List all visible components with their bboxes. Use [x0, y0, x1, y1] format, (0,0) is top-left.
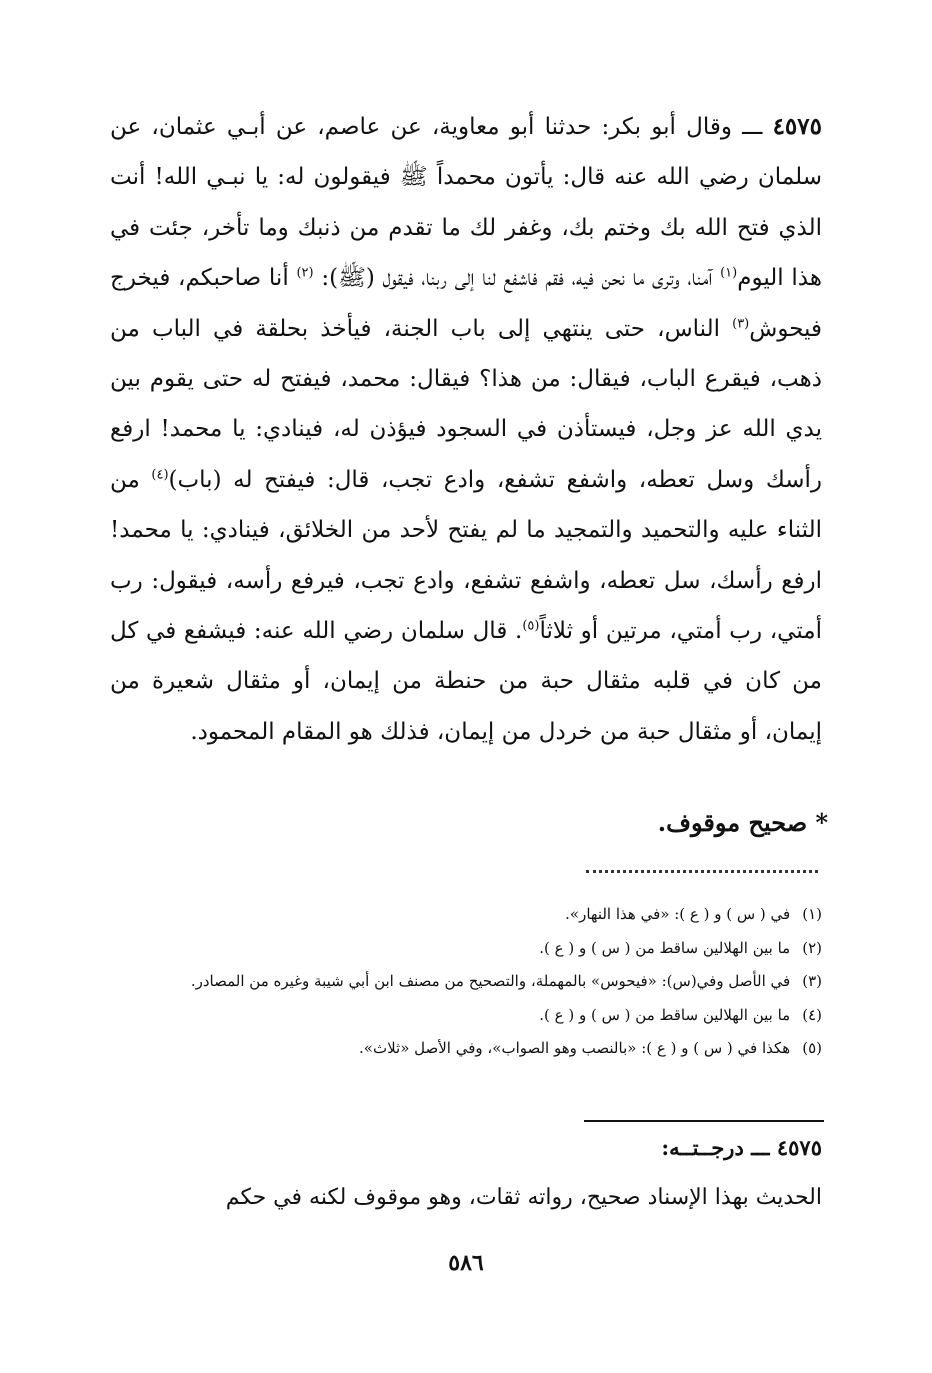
footnote-text: في الأصل وفي(س): «فيحوس» بالمهملة، والتصحيح من مصنف ابن أبي شيبة وغيره من المصادر.: [190, 972, 791, 990]
footnote-ref-4: (٤): [151, 467, 169, 483]
footnote-text: ما بين الهلالين ساقط من ( س ) و ( ع ).: [539, 1005, 791, 1024]
footnote-ref-5: (٥): [522, 618, 540, 634]
hadith-dash: ـــ: [742, 114, 763, 140]
footnote-ref-1: (١): [720, 265, 738, 281]
section-divider: [584, 1120, 824, 1122]
hadith-part-1: وقال أبو بكر: حدثنا أبو معاوية، عن عاصم، عن أبـي عثمان، عن سلمان رضي الله عنه قال: يأتون محمداً ﷺ فيقولون له: يا نبـي الله! أنت الذي فتح الله بك وختم بك، وغفر لك ما تقدم من ذنبك وما تأخر، جئت في هذا اليوم: [110, 114, 822, 292]
verdict: * صحيح موقوف.: [657, 808, 828, 837]
grading-text: الحديث بهذا الإسناد صحيح، رواته ثقات، وهو موقوف لكنه في حكم: [225, 1185, 822, 1210]
footnote-number: (٣): [802, 972, 822, 990]
hadith-part-4: الناس، حتى ينتهي إلى باب الجنة، فيأخذ بحلقة في الباب من ذهب، فيقرع الباب، فيقال: من هذا؟ فيقال: محمد، فيفتح له حتى يقوم بين يدي الله عز وجل، فيستأذن في السجود فيؤذن له، فينادي: يا محمد! ارفع رأسك وسل تعطه، واشفع تشفع، وادع تجب، قال: فيفتح له (باب): [110, 315, 823, 493]
footnote-3: [102, 965, 822, 999]
footnote-separator: [586, 870, 818, 873]
footnote-text: في ( س ) و ( ع ): «في هذا النهار».: [565, 905, 791, 923]
footnote-number: (١): [802, 905, 822, 923]
footnote-ref-2: (٢): [296, 265, 314, 281]
footnote-4: [102, 999, 822, 1033]
footnote-number: (٤): [802, 1005, 822, 1024]
footnote-5: [102, 1032, 822, 1066]
footnote-ref-3: (٣): [732, 315, 750, 331]
hadith-part-2: آمنا، وترى ما نحن فيه، فقم فاشفع لنا إلى ربنا، فيقول (ﷺ):: [313, 265, 721, 292]
footnote-number: (٢): [802, 938, 822, 957]
hadith-paragraph: [110, 102, 822, 757]
hadith-part-6: . قال سلمان رضي الله عنه: فيشفع في كل من كان في قلبه مثقال حبة من حنطة من إيمان، أو مثقال شعيرة من إيمان، أو مثقال حبة من خردل من إيمان، فذلك هو المقام المحمود.: [110, 618, 822, 745]
footnote-number: (٥): [802, 1039, 822, 1057]
page-number: ٥٨٦: [448, 1250, 484, 1276]
hadith-text: [110, 102, 822, 757]
hadith-part-3: أنا صاحبكم، فيخرج فيحوش: [110, 265, 822, 342]
hadith-part-5: من الثناء عليه والتحميد والتمجيد ما لم يفتح لأحد من الخلائق، فينادي: يا محمد! ارفع رأسك، سل تعطه، واشفع تشفع، وادع تجب، فيرفع رأسه، فيقول: رب أمتي، رب أمتي، مرتين أو ثلاثاً: [110, 466, 822, 645]
grading-heading: ٤٥٧٥ ـــ درجــتــه:: [661, 1135, 822, 1160]
footnote-1: [102, 898, 822, 932]
footnote-text: ما بين الهلالين ساقط من ( س ) و ( ع ).: [539, 938, 791, 957]
footnote-2: [102, 932, 822, 966]
hadith-number: ٤٥٧٥: [772, 113, 822, 140]
footnote-text: هكذا في ( س ) و ( ع ): «بالنصب وهو الصواب»، وفي الأصل «ثلاث».: [359, 1039, 791, 1057]
footnotes: [102, 898, 822, 1066]
